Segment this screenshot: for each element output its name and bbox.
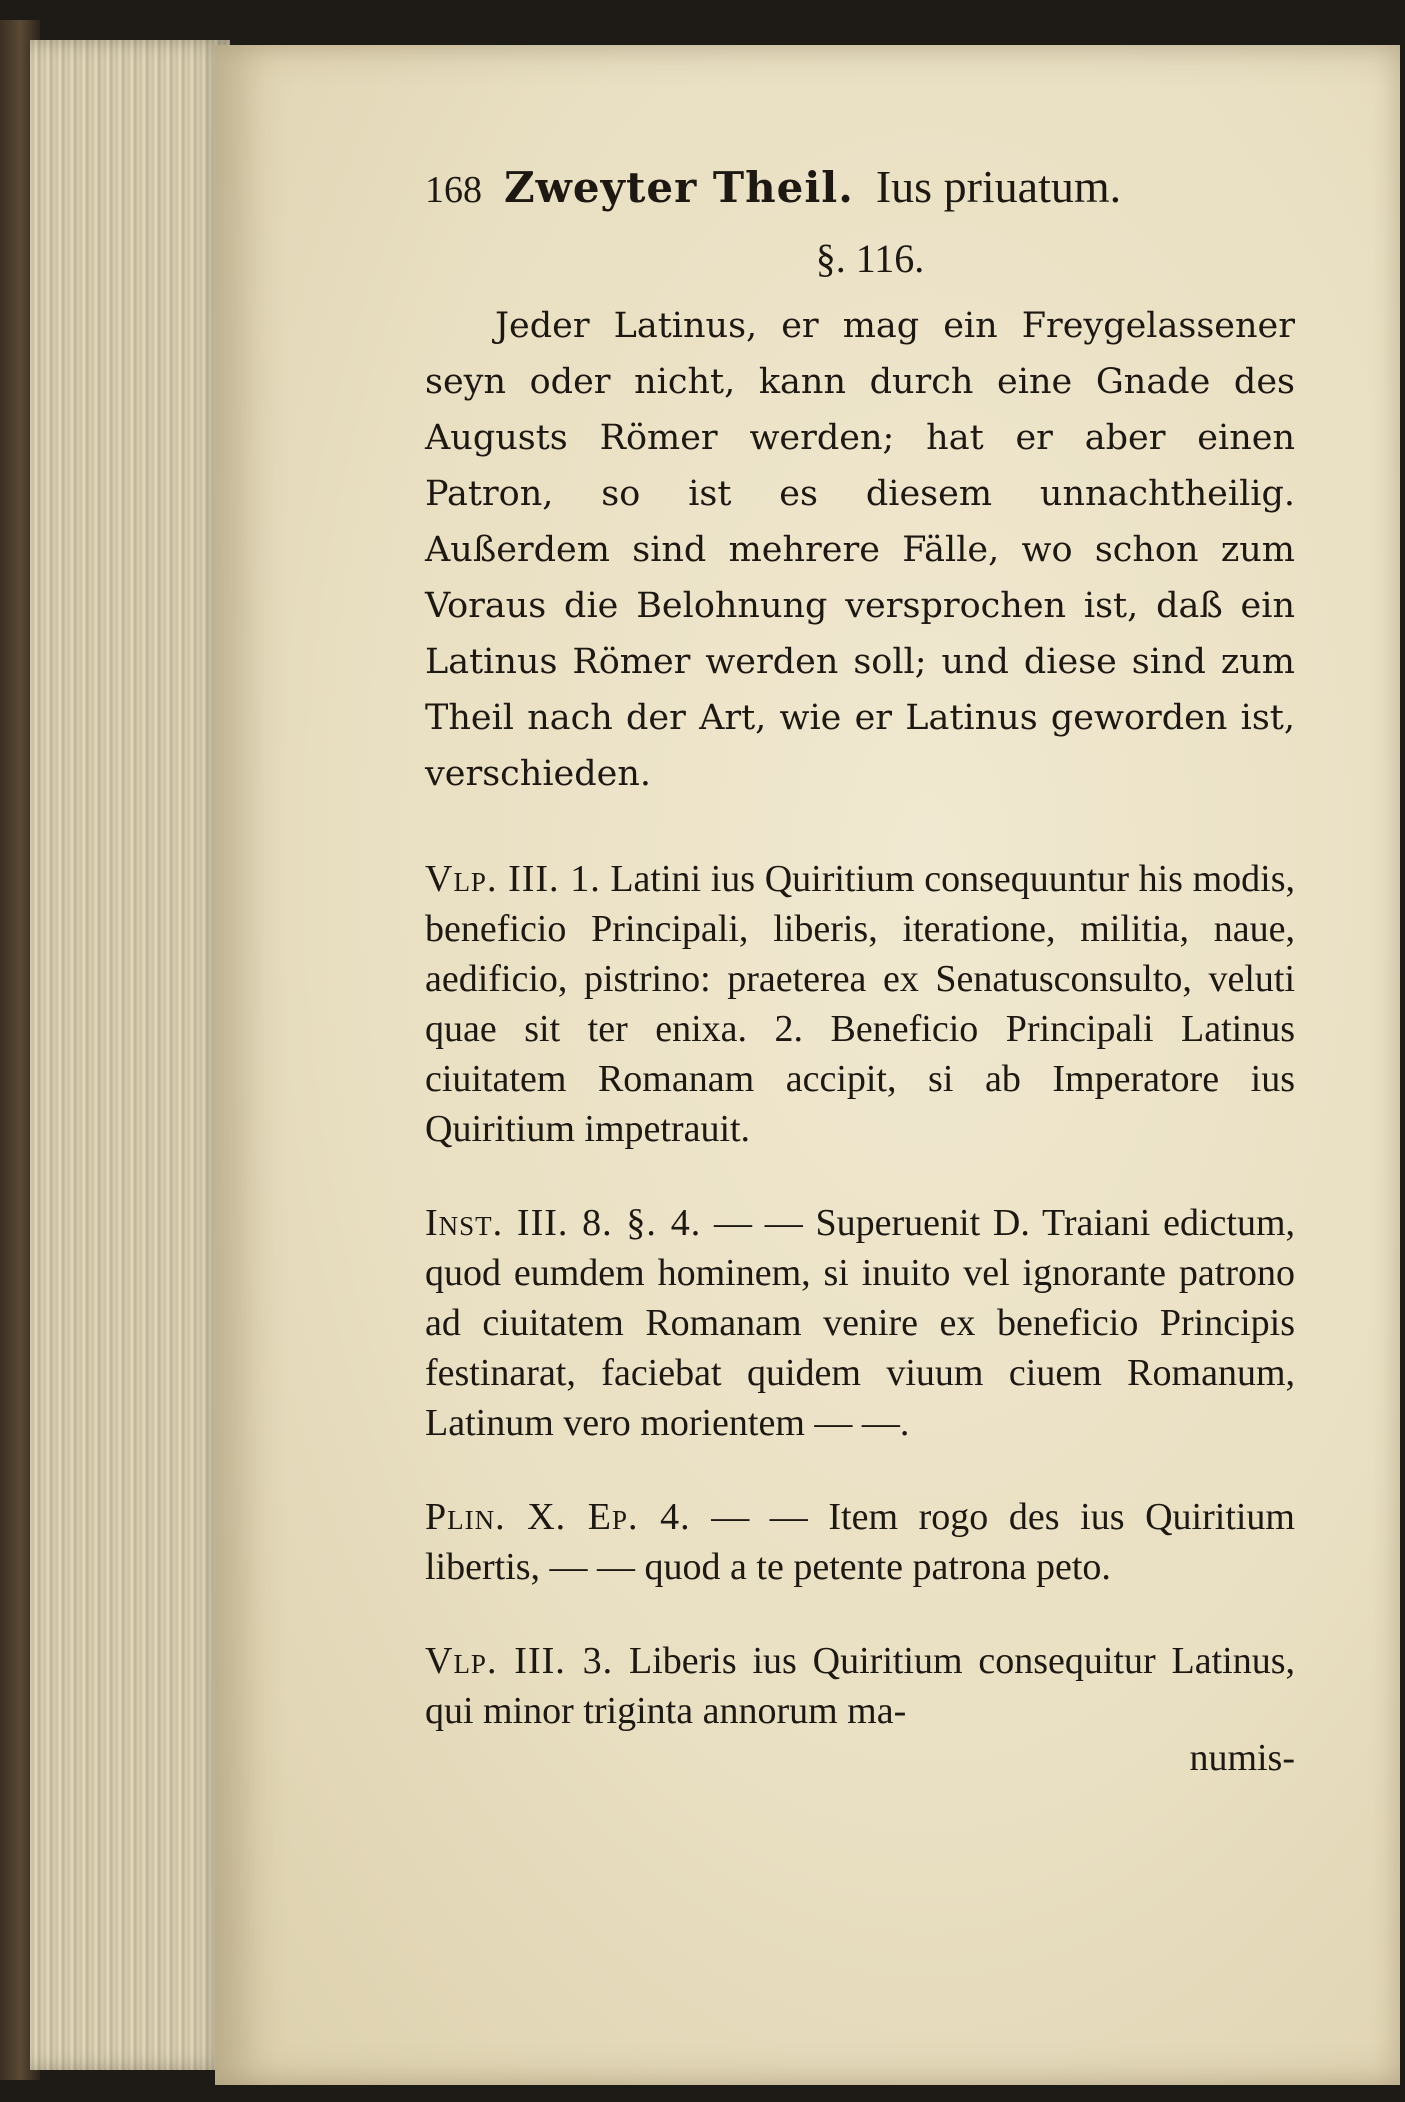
citation-source: Plin. X. Ep. 4. — [425, 1496, 691, 1538]
section-number: §. 116. — [815, 236, 925, 281]
citation-text: Liberis ius Quiritium consequitur Latinus, qui minor triginta annorum ma- — [425, 1640, 1296, 1732]
citation-source: Vlp. III. 1. — [425, 858, 601, 900]
citation-text: Latini ius Quiritium consequuntur his modis, beneficio Principali, liberis, iteratione, militia, naue, aedificio, pistrino: praeterea ex Senatusconsulto, veluti quae sit ter enixa. 2. Beneficio Principali Latinus ciuitatem Romanam accipit, si ab Imperatore ius Quiritium impetrauit. — [425, 858, 1295, 1150]
citation-source: Inst. III. 8. §. 4. — [425, 1202, 702, 1244]
citation-source: Vlp. III. 3. — [425, 1640, 614, 1682]
citation-block — [425, 1492, 1295, 1592]
page-text — [425, 160, 1295, 1780]
page-number: 168 — [425, 169, 482, 211]
page-edges — [30, 40, 230, 2070]
citation-block — [425, 1198, 1295, 1448]
citation-text: — — Item rogo des ius Quiritium libertis, — — quod a te petente patrona peto. — [425, 1496, 1295, 1588]
citation-block — [425, 1636, 1295, 1736]
citation-block — [425, 854, 1295, 1154]
german-paragraph: Jeder Latinus, er mag ein Freygelassener seyn oder nicht, kann durch eine Gnade des Augusts Römer werden; hat er aber einen Patron, so ist es diesem unnachtheilig. Außerdem sind mehrere Fälle, wo schon zum Voraus die Belohnung versprochen ist, daß ein Latinus Römer werden soll; und diese sind zum Theil nach der Art, wie er Latinus geworden ist, verschieden. — [425, 306, 1295, 794]
running-header — [425, 160, 1295, 213]
catchword: numis- — [1189, 1737, 1295, 1779]
citation-text: — — Superuenit D. Traiani edictum, quod eumdem hominem, si inuito vel ignorante patrono ad ciuitatem Romanam venire ex beneficio Principis festinarat, faciebat quidem viuum ciuem Romanum, Latinum vero morientem — —. — [425, 1202, 1296, 1444]
header-latin: Ius priuatum. — [875, 161, 1122, 212]
header-german: Zweyter Theil. — [504, 163, 854, 212]
